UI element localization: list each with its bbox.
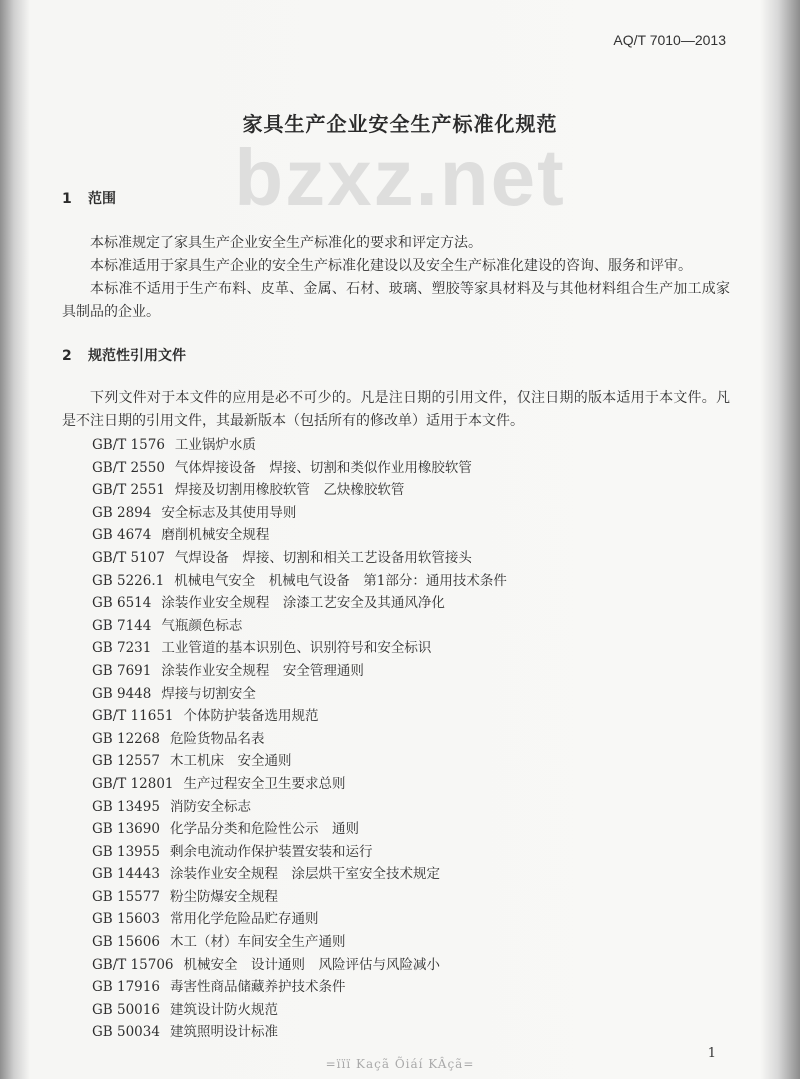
reference-title: 气体焊接设备 焊接、切割和类似作业用橡胶软管 (174, 459, 472, 476)
reference-title: 常用化学危险品贮存通则 (169, 911, 319, 928)
reference-title: 工业锅炉水质 (174, 437, 256, 453)
reference-item (92, 457, 507, 480)
reference-title: 安全标志及其使用导则 (161, 504, 297, 521)
reference-item (92, 750, 507, 773)
reference-item (92, 908, 507, 931)
reference-list (92, 434, 507, 1044)
reference-item (92, 841, 507, 864)
reference-code: GB 7144 (92, 617, 152, 634)
section-number: 2 (62, 348, 72, 364)
watermark: bzxz.net (234, 133, 566, 222)
reference-title: 毒害性商品储藏养护技术条件 (169, 979, 346, 996)
reference-code: GB 12557 (92, 753, 160, 770)
reference-title: 剩余电流动作保护装置安装和运行 (169, 843, 373, 860)
section-1-heading (62, 188, 116, 208)
reference-code: GB 15603 (92, 911, 160, 928)
reference-code: GB 15577 (92, 888, 160, 905)
reference-code: GB 13495 (92, 798, 160, 815)
reference-item (92, 524, 507, 547)
reference-item (92, 931, 507, 954)
reference-code: GB 13690 (92, 821, 160, 838)
reference-item (92, 773, 507, 796)
reference-item (92, 976, 507, 999)
reference-item (92, 728, 507, 751)
reference-code: GB/T 11651 (92, 708, 174, 725)
section-2-heading (62, 345, 186, 365)
reference-title: 建筑照明设计标准 (169, 1024, 278, 1041)
reference-title: 木工（材）车间安全生产通则 (169, 934, 346, 951)
reference-title: 机械安全 设计通则 风险评估与风险减小 (183, 956, 440, 973)
reference-code: GB 2894 (92, 504, 152, 521)
reference-item (92, 479, 507, 502)
reference-code: GB 7691 (92, 662, 152, 679)
reference-title: 生产过程安全卫生要求总则 (183, 775, 346, 792)
reference-title: 磨削机械安全规程 (161, 527, 270, 544)
reference-title: 机械电气安全 机械电气设备 第1部分：通用技术条件 (174, 572, 507, 589)
reference-title: 涂装作业安全规程 涂层烘干室安全技术规定 (169, 866, 440, 883)
reference-title: 气焊设备 焊接、切割和相关工艺设备用软管接头 (174, 549, 472, 566)
reference-code: GB 9448 (92, 685, 152, 702)
paragraph: 本标准适用于家具生产企业的安全生产标准化建设以及安全生产标准化建设的咨询、服务和评审。 (90, 258, 692, 274)
page-number: 1 (707, 1046, 716, 1061)
reference-code: GB/T 15706 (92, 956, 174, 973)
reference-item (92, 818, 507, 841)
reference-title: 化学品分类和危险性公示 通则 (169, 821, 359, 838)
reference-item (92, 615, 507, 638)
paragraph: 下列文件对于本文件的应用是必不可少的。凡是注日期的引用文件，仅注日期的版本适用于本文件。凡是不注日期的引用文件，其最新版本（包括所有的修改单）适用于本文件。 (62, 390, 730, 429)
reference-title: 个体防护装备选用规范 (183, 708, 319, 725)
reference-item (92, 434, 507, 457)
reference-title: 木工机床 安全通则 (169, 753, 292, 770)
reference-code: GB 4674 (92, 527, 152, 544)
reference-title: 危险货物品名表 (169, 730, 265, 747)
reference-item (92, 999, 507, 1022)
reference-item (92, 637, 507, 660)
paragraph: 本标准规定了家具生产企业安全生产标准化的要求和评定方法。 (90, 235, 482, 251)
section-number: 1 (62, 191, 72, 207)
reference-item (92, 592, 507, 615)
reference-item (92, 796, 507, 819)
reference-title: 消防安全标志 (169, 798, 251, 815)
reference-code: GB 15606 (92, 934, 160, 951)
reference-item (92, 705, 507, 728)
reference-code: GB 14443 (92, 866, 160, 883)
reference-item (92, 660, 507, 683)
reference-code: GB 7231 (92, 640, 152, 657)
reference-item (92, 570, 507, 593)
reference-code: GB 6514 (92, 595, 152, 612)
reference-code: GB/T 2551 (92, 482, 165, 499)
reference-code: GB/T 12801 (92, 775, 174, 792)
reference-code: GB 50016 (92, 1001, 160, 1018)
reference-code: GB/T 2550 (92, 459, 165, 476)
reference-item (92, 502, 507, 525)
reference-item (92, 547, 507, 570)
reference-code: GB/T 1576 (92, 437, 165, 453)
reference-item (92, 886, 507, 909)
section-title: 范围 (88, 191, 116, 207)
reference-code: GB 17916 (92, 979, 160, 996)
reference-title: 涂装作业安全规程 安全管理通则 (161, 662, 364, 679)
reference-code: GB 13955 (92, 843, 160, 860)
reference-item (92, 1021, 507, 1044)
standard-code: AQ/T 7010—2013 (613, 32, 726, 48)
footer-watermark: =ïïï Kaçã Õiáí KÂçã= (325, 1057, 475, 1071)
reference-item (92, 863, 507, 886)
reference-title: 粉尘防爆安全规程 (169, 888, 278, 905)
reference-title: 工业管道的基本识别色、识别符号和安全标识 (161, 640, 432, 657)
section-title: 规范性引用文件 (88, 348, 186, 364)
reference-item (92, 683, 507, 706)
reference-code: GB 50034 (92, 1024, 160, 1041)
document-title: 家具生产企业安全生产标准化规范 (242, 112, 558, 136)
reference-title: 涂装作业安全规程 涂漆工艺安全及其通风净化 (161, 595, 445, 612)
paragraph: 本标准不适用于生产布料、皮革、金属、石材、玻璃、塑胶等家具材料及与其他材料组合生产加工成家具制品的企业。 (62, 281, 730, 320)
reference-item (92, 954, 507, 977)
reference-code: GB 5226.1 (92, 572, 165, 589)
reference-title: 焊接与切割安全 (161, 685, 256, 702)
reference-title: 气瓶颜色标志 (161, 617, 243, 634)
reference-code: GB/T 5107 (92, 549, 165, 566)
reference-code: GB 12268 (92, 730, 160, 747)
reference-title: 焊接及切割用橡胶软管 乙炔橡胶软管 (174, 482, 405, 499)
reference-title: 建筑设计防火规范 (169, 1001, 278, 1018)
